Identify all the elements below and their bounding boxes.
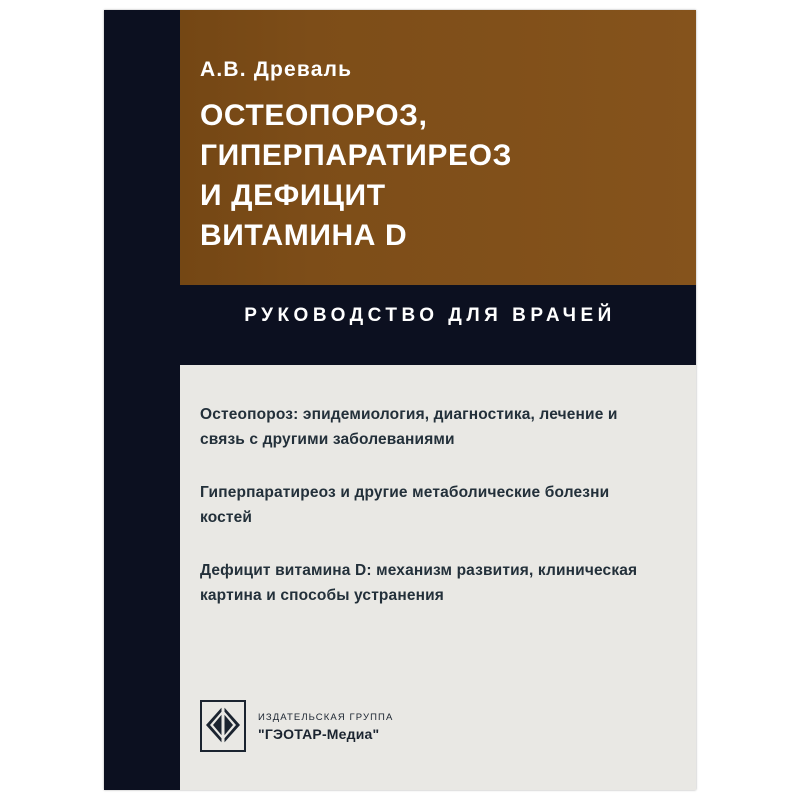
publisher-block bbox=[200, 700, 393, 752]
publisher-logo-icon bbox=[200, 700, 246, 752]
publisher-text bbox=[258, 710, 393, 742]
title-line-4: ВИТАМИНА D bbox=[200, 219, 408, 252]
title-line-3: И ДЕФИЦИТ bbox=[200, 179, 386, 212]
author-name: А.В. Древаль bbox=[200, 58, 353, 81]
title-line-2: ГИПЕРПАРАТИРЕОЗ bbox=[200, 139, 512, 172]
topic-item: Гиперпаратиреоз и другие метаболические болезни костей bbox=[200, 484, 610, 526]
cover-topics-list bbox=[200, 402, 640, 608]
book-subtitle: РУКОВОДСТВО ДЛЯ ВРАЧЕЙ bbox=[244, 305, 616, 326]
book-cover bbox=[104, 10, 696, 790]
book-title bbox=[200, 96, 680, 256]
publisher-group-label: ИЗДАТЕЛЬСКАЯ ГРУППА bbox=[258, 712, 394, 723]
cover-spine bbox=[104, 10, 180, 790]
publisher-name: "ГЭОТАР-Медиа" bbox=[258, 726, 380, 742]
topic-item: Остеопороз: эпидемиология, диагностика, лечение и связь с другими заболеваниями bbox=[200, 406, 618, 448]
title-line-1: ОСТЕОПОРОЗ, bbox=[200, 99, 428, 132]
topic-item: Дефицит витамина D: механизм развития, клиническая картина и способы устранения bbox=[200, 562, 638, 604]
